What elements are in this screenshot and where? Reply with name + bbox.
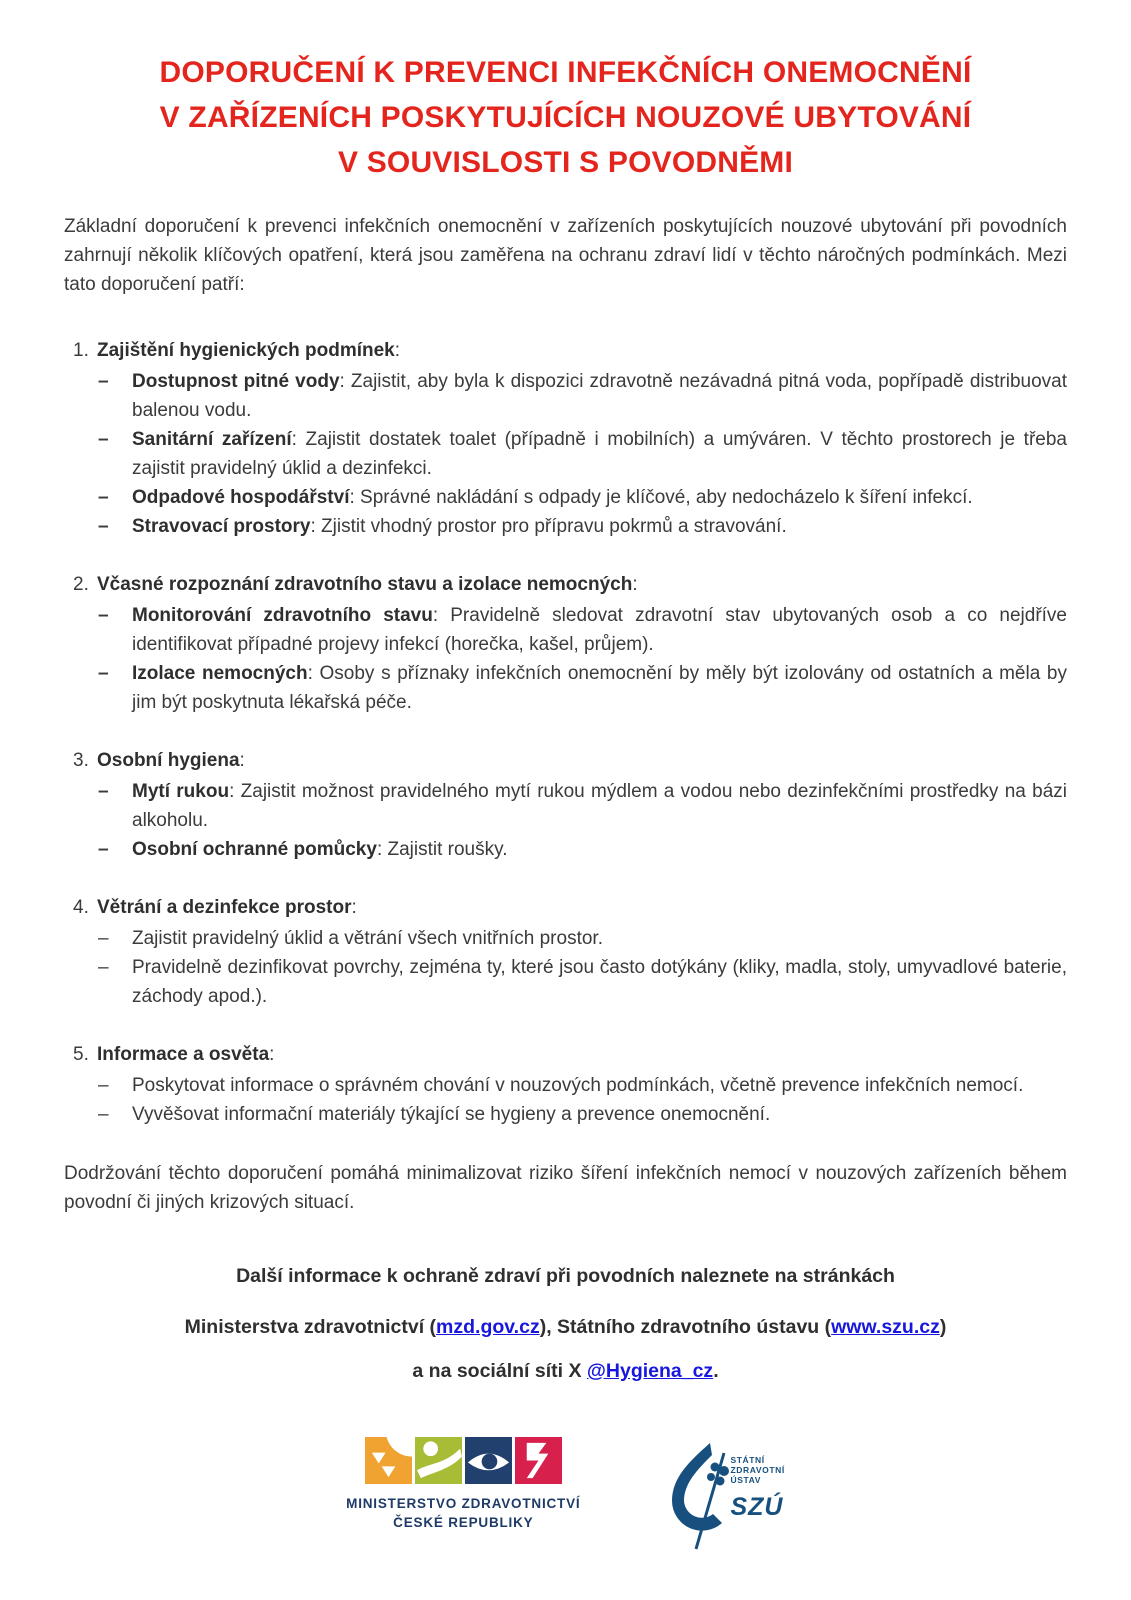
list-item-text: Mytí rukou: Zajistit možnost pravidelného mytí rukou mýdlem a vodou nebo dezinfekčními prostředky na bázi alkoholu.: [132, 781, 1067, 831]
list-item: [64, 512, 1067, 541]
dash-bullet: –: [98, 957, 109, 978]
section-health-monitoring: [64, 570, 1067, 717]
list-item: [64, 1100, 1067, 1129]
section-heading: [64, 1040, 1067, 1069]
szu-logo: [658, 1439, 784, 1551]
list-item: [64, 924, 1067, 953]
list-item-text: Stravovací prostory: Zjistit vhodný prostor pro přípravu pokrmů a stravování.: [132, 516, 787, 537]
list-item-text: Osobní ochranné pomůcky: Zajistit roušky.: [132, 839, 508, 860]
list-item-text: Zajistit pravidelný úklid a větrání všech vnitřních prostor.: [132, 928, 603, 949]
section-heading: [64, 336, 1067, 365]
section-heading: [64, 893, 1067, 922]
mz-navy-eye-square-icon: [465, 1437, 512, 1484]
colon: :: [269, 1044, 275, 1065]
section-hygiene-conditions: [64, 336, 1067, 541]
dash-bullet: –: [98, 429, 109, 450]
list-item-text: Monitorování zdravotního stavu: Pravidelně sledovat zdravotní stav ubytovaných osob a co nejdříve identifikovat případné projevy infekcí (horečka, kašel, průjem).: [132, 605, 1067, 655]
mzd-link[interactable]: mzd.gov.cz: [436, 1316, 540, 1338]
list-item: [64, 659, 1067, 717]
mz-crimson-square-icon: [515, 1437, 562, 1484]
dash-bullet: –: [98, 663, 109, 684]
intro-paragraph: Základní doporučení k prevenci infekčních onemocnění v zařízeních poskytujících nouzové ubytování při povodních zahrnují několik klíčových opatření, která jsou zaměřena na ochranu zdraví lidí v těchto náročných podmínkách. Mezi tato doporučení patří:: [64, 216, 1067, 295]
section-title: Osobní hygiena: [97, 750, 240, 771]
section-number: 2.: [73, 574, 89, 595]
dash-bullet: –: [98, 605, 109, 626]
footer-text: a na sociální síti X: [412, 1360, 587, 1382]
list-item: [64, 1071, 1067, 1100]
section-number: 1.: [73, 340, 89, 361]
mz-logo-squares: [365, 1437, 562, 1484]
colon: :: [239, 750, 245, 771]
section-number: 5.: [73, 1044, 89, 1065]
szu-caption-line1: STÁTNÍ: [730, 1455, 765, 1465]
list-item-text: Sanitární zařízení: Zajistit dostatek toalet (případně i mobilních) a umýváren. V těchto prostorech je třeba zajistit pravidelný úklid a dezinfekci.: [132, 429, 1067, 479]
szu-link[interactable]: www.szu.cz: [831, 1316, 940, 1338]
dash-bullet: –: [98, 839, 109, 860]
list-item-text: Poskytovat informace o správném chování v nouzových podmínkách, včetně prevence infekčních nemocí.: [132, 1075, 1024, 1096]
section-information-awareness: [64, 1040, 1067, 1129]
mz-caption-line2: ČESKÉ REPUBLIKY: [393, 1515, 534, 1530]
section-heading: [64, 746, 1067, 775]
colon: :: [632, 574, 638, 595]
footer-text: ), Státního zdravotního ústavu (: [539, 1316, 832, 1338]
colon: :: [351, 897, 357, 918]
dash-bullet: –: [98, 371, 109, 392]
section-title: Informace a osvěta: [97, 1044, 270, 1065]
list-item-text: Dostupnost pitné vody: Zajistit, aby byla k dispozici zdravotně nezávadná pitná voda, popřípadě distribuovat balenou vodu.: [132, 371, 1067, 421]
list-item: [64, 835, 1067, 864]
list-item: [64, 601, 1067, 659]
dash-bullet: –: [98, 487, 109, 508]
szu-caption-line2: ZDRAVOTNÍ: [730, 1465, 785, 1475]
footer-text: .: [713, 1360, 719, 1382]
szu-caption-line3: ÚSTAV: [730, 1475, 762, 1485]
section-number: 4.: [73, 897, 89, 918]
closing-paragraph: Dodržování těchto doporučení pomáhá minimalizovat riziko šíření infekčních nemocí v nouzových zařízeních během povodní či jiných krizových situací.: [64, 1163, 1067, 1213]
list-item: [64, 367, 1067, 425]
footer-info-line: Další informace k ochraně zdraví při povodních naleznete na stránkách: [236, 1265, 895, 1287]
dash-bullet: –: [98, 516, 109, 537]
hygiena-x-link[interactable]: @Hygiena_cz: [586, 1360, 714, 1382]
footer-social-line: [64, 1358, 1067, 1385]
ministry-of-health-logo: [346, 1437, 580, 1532]
dash-bullet: –: [98, 781, 109, 802]
dash-bullet: –: [98, 928, 109, 949]
list-item-text: Odpadové hospodářství: Správné nakládání s odpady je klíčové, aby nedocházelo k šíření infekcí.: [132, 487, 973, 508]
colon: :: [394, 340, 401, 361]
title-line-1: DOPORUČENÍ K PREVENCI INFEKČNÍCH ONEMOCNĚNÍ: [159, 56, 972, 89]
footer-text: Ministerstva zdravotnictví (: [184, 1316, 437, 1338]
mz-green-square-icon: [415, 1437, 462, 1484]
footer-text: ): [939, 1316, 947, 1338]
list-item: [64, 777, 1067, 835]
section-number: 3.: [73, 750, 89, 771]
mz-logo-caption: [346, 1494, 580, 1532]
title-line-3: V SOUVISLOSTI S POVODNĚMI: [337, 146, 794, 179]
dash-bullet: –: [98, 1104, 109, 1125]
section-personal-hygiene: [64, 746, 1067, 864]
szu-logo-text: [730, 1455, 784, 1520]
section-title: Zajištění hygienických podmínek: [97, 340, 395, 361]
list-item-text: Vyvěšovat informační materiály týkající se hygieny a prevence onemocnění.: [132, 1104, 771, 1125]
page-title: [64, 50, 1067, 185]
logos-row: [64, 1437, 1067, 1551]
mz-caption-line1: MINISTERSTVO ZDRAVOTNICTVÍ: [346, 1496, 581, 1511]
section-title: Včasné rozpoznání zdravotního stavu a izolace nemocných: [97, 574, 633, 595]
section-heading: [64, 570, 1067, 599]
list-item: [64, 953, 1067, 1011]
section-title: Větrání a dezinfekce prostor: [97, 897, 352, 918]
recommendations-list: [64, 336, 1067, 1129]
list-item: [64, 425, 1067, 483]
list-item-text: Izolace nemocných: Osoby s příznaky infekčních onemocnění by měly být izolovány od ostatních a měla by jim být poskytnuta lékařská péče.: [132, 663, 1067, 713]
szu-wordmark: SZÚ: [730, 1493, 784, 1521]
footer-links-line: [64, 1314, 1067, 1341]
dash-bullet: –: [98, 1075, 109, 1096]
section-ventilation-disinfection: [64, 893, 1067, 1011]
title-line-2: V ZAŘÍZENÍCH POSKYTUJÍCÍCH NOUZOVÉ UBYTOVÁNÍ: [159, 101, 972, 134]
list-item-text: Pravidelně dezinfikovat povrchy, zejména ty, které jsou často dotýkány (kliky, madla, stoly, umyvadlové baterie, záchody apod.).: [132, 957, 1067, 1007]
list-item: [64, 483, 1067, 512]
mz-orange-square-icon: [365, 1437, 412, 1484]
